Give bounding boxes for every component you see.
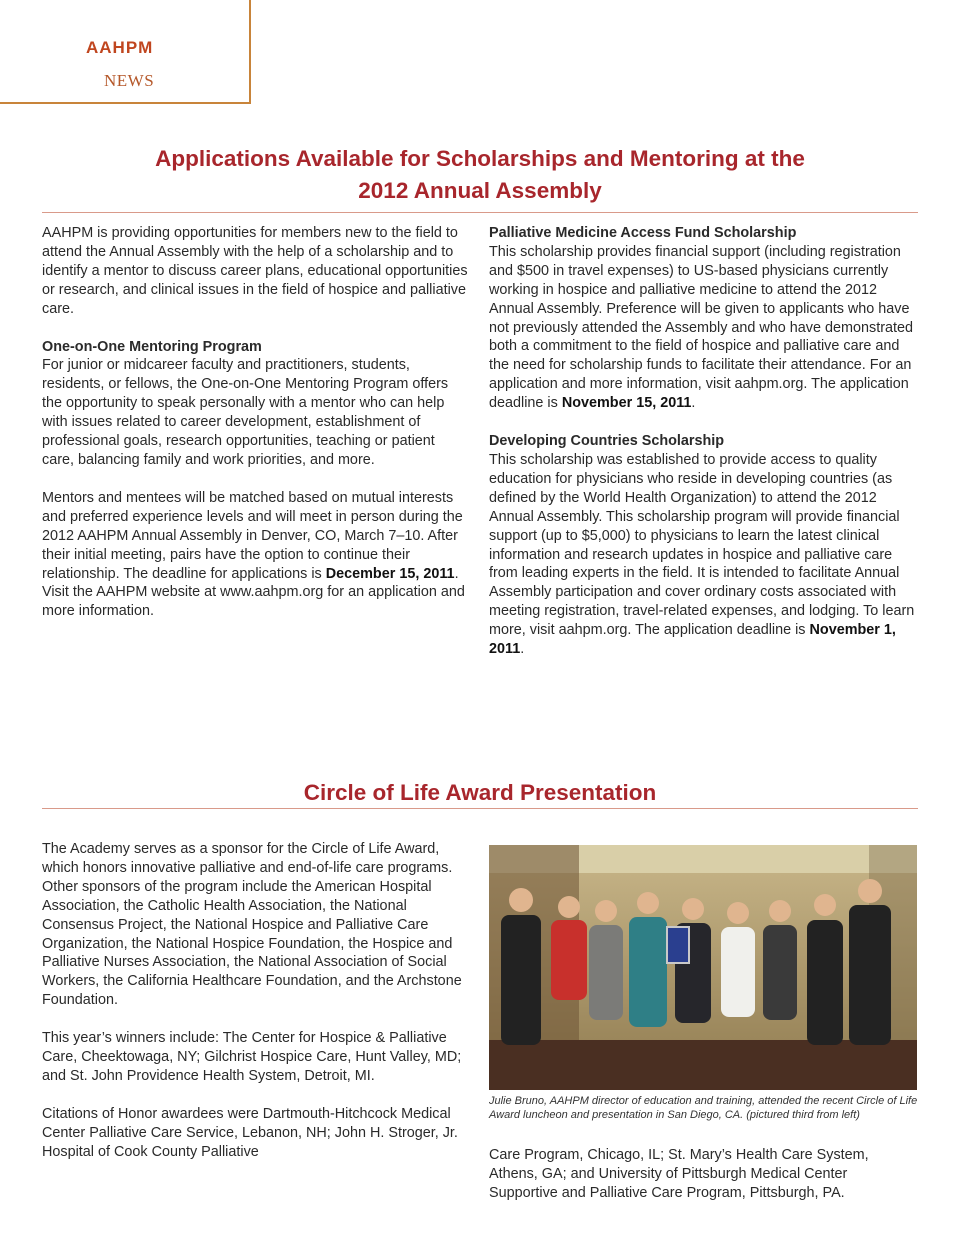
article1-left-column: [42, 224, 470, 640]
intro-paragraph: AAHPM is providing opportunities for members new to the field to attend the Annual Assembly with the help of a scholarship and to identify a mentor to discuss career plans, educational opportunities or research, and clinical issues in the field of hospice and palliative care.: [42, 225, 468, 317]
developing-countries-deadline: November 1, 2011: [489, 622, 896, 658]
header-box: [0, 0, 251, 104]
developing-countries-paragraph: This scholarship was established to provide access to quality education for physicians who reside in developing countries (as defined by the World Health Organization) to attend the 2012 Annual Assembly. This scholarship program will provide financial support (up to $5,000) to physicians to learn the latest clinical information and research updates in hospice and palliative care from leading experts in the field. It is intended to facilitate Annual Assembly participation and cover ordinary costs associated with meeting registration, travel-related expenses, and lodging. To learn more, visit aahpm.org. The application deadline is November 1, 2011.: [489, 451, 915, 658]
award-group-photo: [489, 845, 917, 1090]
mentoring-heading: One-on-One Mentoring Program: [42, 338, 262, 355]
article1-title-line1: Applications Available for Scholarships and Mentoring at the: [155, 146, 805, 171]
mentoring-paragraph: For junior or midcareer faculty and practitioners, students, residents, or fellows, the One-on-One Mentoring Program offers the opportunity to speak personally with a mentor who can help with issues related to career development, establishment of professional goals, research opportunities, teaching or patient care, balancing family and work priorities, and more.: [42, 357, 449, 468]
section-label: NEWS: [104, 71, 155, 90]
article1-title: [42, 143, 918, 213]
brand-name: AAHPM: [86, 38, 154, 57]
winners-paragraph: This year’s winners include: The Center for Hospice & Palliative Care, Cheektowaga, NY; Gilchrist Hospice Care, Hunt Valley, MD; and St. John Providence Health System, Detroit, MI.: [42, 1030, 462, 1084]
article2-left-column: [42, 840, 470, 1181]
sponsors-paragraph: The Academy serves as a sponsor for the Circle of Life Award, which honors innovative palliative and end-of-life care programs. Other sponsors of the program include the American Hospital Association, the Catholic Health Association, the National Consensus Project, the National Hospice and Palliative Care Organization, the National Hospice Foundation, the Hospice and Palliative Nurses Association, the National Association of Social Workers, the California Healthcare Foundation, and the Archstone Foundation.: [42, 841, 462, 1009]
access-fund-deadline: November 15, 2011: [561, 395, 692, 412]
mentors-paragraph: Mentors and mentees will be matched based on mutual interests and preferred experience levels and will meet in person during the 2012 AAHPM Annual Assembly in Denver, CO, March 7–10. After their initial meeting, pairs have the option to continue their relationship. The deadline for applications is December 15, 2011. Visit the AAHPM website at www.aahpm.org for an application and more information.: [42, 489, 465, 620]
citations-paragraph: Citations of Honor awardees were Dartmouth-Hitchcock Medical Center Palliative Care Service, Lebanon, NH; John H. Stroger, Jr. Hospital of Cook County Palliative: [42, 1105, 458, 1160]
article1-title-line2: 2012 Annual Assembly: [358, 178, 602, 203]
citations-paragraph-continued: Care Program, Chicago, IL; St. Mary’s Health Care System, Athens, GA; and University of Pittsburgh Medical Center Supportive and Palliative Care Program, Pittsburgh, PA.: [489, 1147, 869, 1201]
developing-countries-heading: Developing Countries Scholarship: [489, 433, 725, 450]
photo-caption: Julie Bruno, AAHPM director of education and training, attended the recent Circle of Life Award luncheon and presentation in San Diego, CA. (pictured third from left): [489, 1095, 918, 1121]
article1-right-column: [489, 224, 919, 678]
mentoring-deadline: December 15, 2011: [325, 565, 455, 582]
article2-title: Circle of Life Award Presentation: [42, 777, 918, 809]
access-fund-paragraph: This scholarship provides financial support (including registration and $500 in travel expenses) to US-based physicians currently working in hospice and palliative medicine to attend the 2012 Annual Assembly. Preference will be given to applicants who have not previously attended the Assembly and who have demonstrated both a commitment to the field of hospice and palliative care and the need for scholarship funds to facilitate their attendance. For an application and more information, visit aahpm.org. The application deadline is November 15, 2011.: [489, 243, 913, 412]
article2-right-column: [489, 1146, 919, 1222]
access-fund-heading: Palliative Medicine Access Fund Scholarship: [489, 225, 797, 241]
